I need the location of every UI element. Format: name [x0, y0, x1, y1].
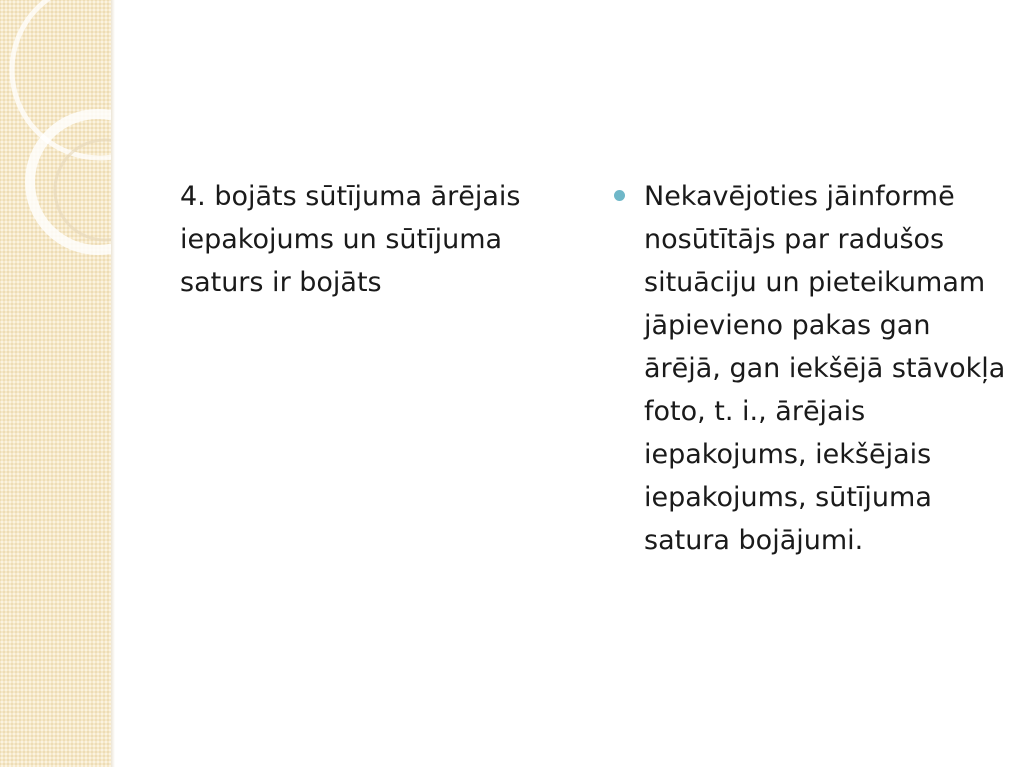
decorative-side-panel — [0, 0, 111, 767]
bullet-text: Nekavējoties jāinformē nosūtītājs par radušos situāciju un pieteikumam jāpievieno pakas gan ārējā, gan iekšējā stāvokļa foto, t. i., ārējais iepakojums, iekšējais iepakojums, sūtījuma satura bojājumi. — [644, 181, 1006, 556]
decorative-rings — [0, 0, 111, 767]
left-column — [180, 175, 540, 304]
panel-edge-shadow — [111, 0, 115, 767]
decorative-ring-large — [12, 0, 111, 158]
bullet-dot-icon — [614, 190, 625, 201]
right-column — [612, 175, 1012, 562]
left-column-text: 4. bojāts sūtījuma ārējais iepakojums un sūtījuma saturs ir bojāts — [180, 181, 521, 298]
bullet-list-item — [612, 175, 1012, 562]
